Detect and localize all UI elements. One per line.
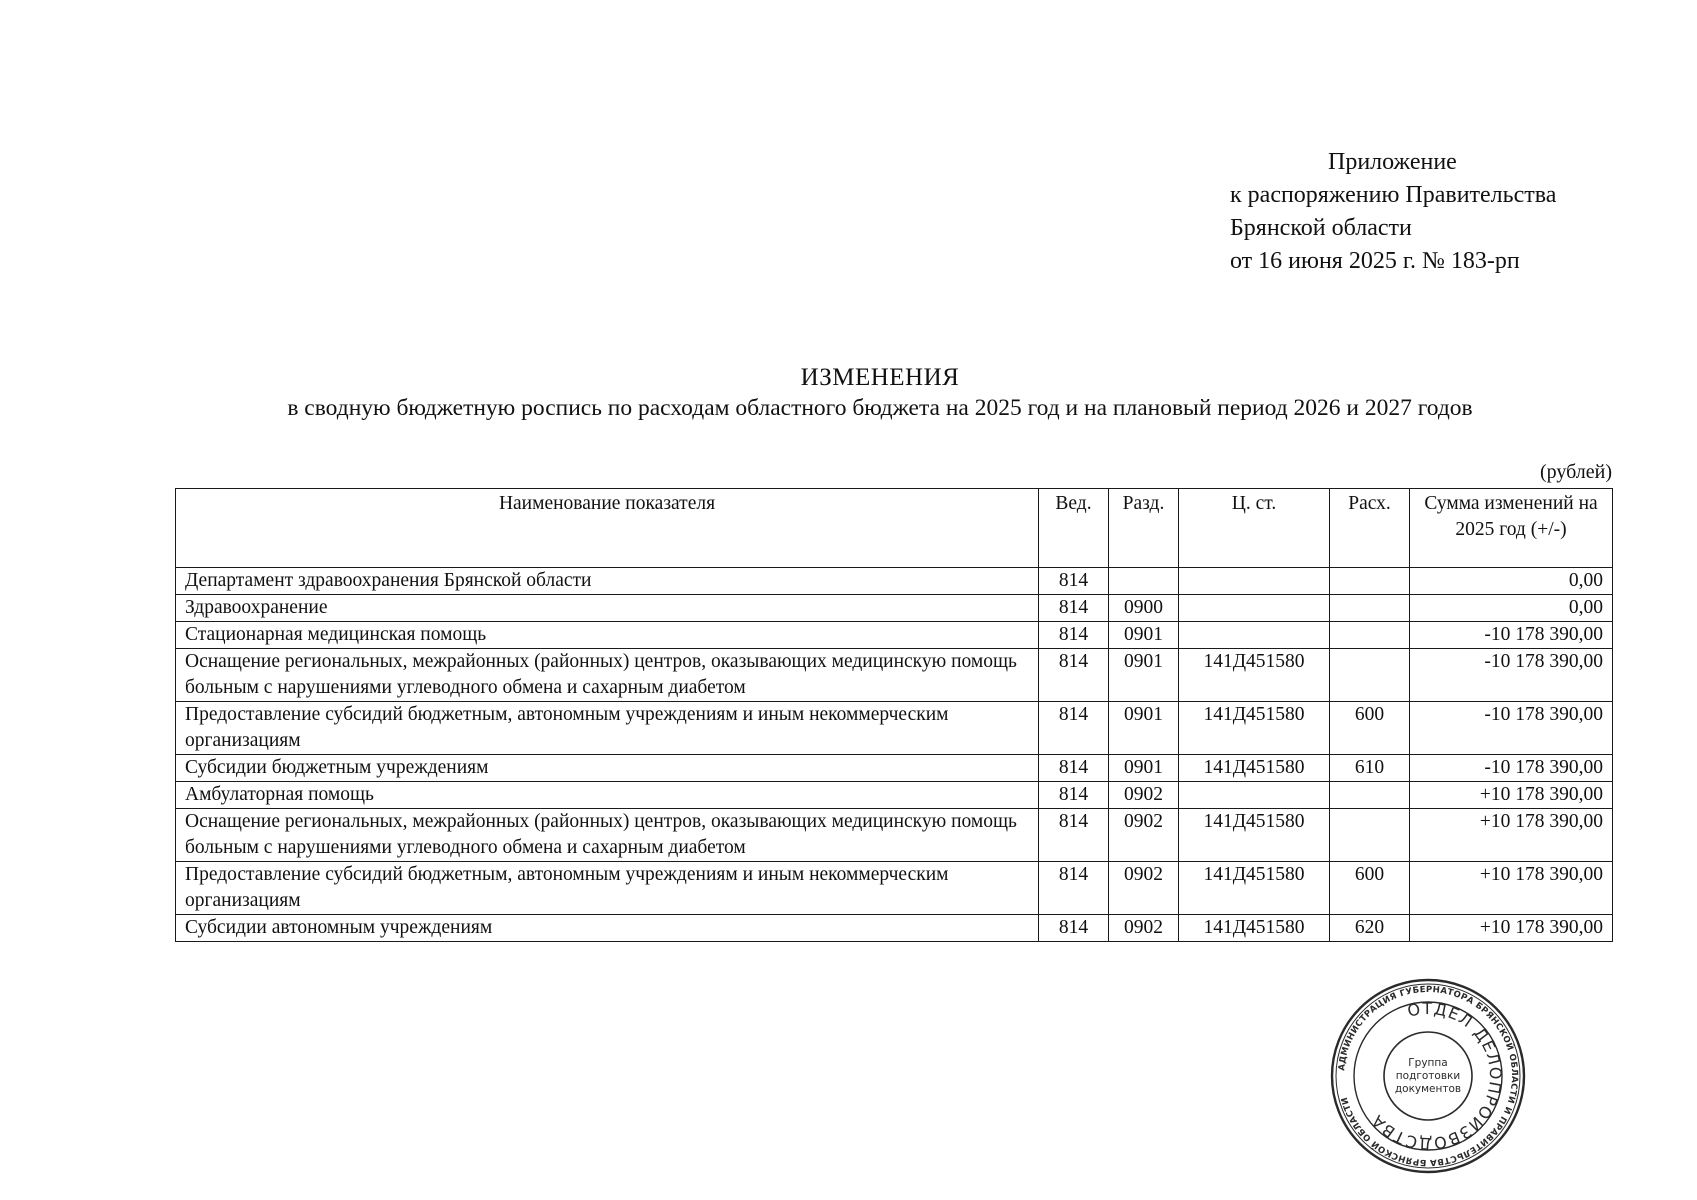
- budget-changes-table: [175, 488, 1613, 942]
- cell-sum: +10 178 390,00: [1410, 782, 1613, 809]
- cell-sum: 0,00: [1410, 568, 1613, 595]
- cell-sum: +10 178 390,00: [1410, 862, 1613, 915]
- cell-razd: 0901: [1109, 649, 1179, 702]
- cell-rash: 600: [1330, 862, 1410, 915]
- cell-name: Стационарная медицинская помощь: [176, 622, 1039, 649]
- cell-rash: [1330, 809, 1410, 862]
- cell-sum: 0,00: [1410, 595, 1613, 622]
- cell-ved: 814: [1039, 809, 1109, 862]
- cell-cst: [1179, 782, 1330, 809]
- cell-ved: 814: [1039, 862, 1109, 915]
- cell-cst: [1179, 622, 1330, 649]
- annex-line-1: Приложение: [1328, 149, 1457, 175]
- cell-razd: 0901: [1109, 622, 1179, 649]
- cell-sum: -10 178 390,00: [1410, 755, 1613, 782]
- cell-ved: 814: [1039, 702, 1109, 755]
- cell-name: Субсидии автономным учреждениям: [176, 915, 1039, 942]
- document-title: ИЗМЕНЕНИЯ: [800, 364, 960, 391]
- cell-rash: [1330, 649, 1410, 702]
- cell-cst: 141Д451580: [1179, 915, 1330, 942]
- header-razd: Разд.: [1109, 489, 1179, 568]
- header-sum: Сумма изменений на 2025 год (+/-): [1410, 489, 1613, 568]
- table-row: [176, 702, 1613, 755]
- cell-cst: 141Д451580: [1179, 702, 1330, 755]
- cell-sum: -10 178 390,00: [1410, 622, 1613, 649]
- table-row: [176, 862, 1613, 915]
- table-row: [176, 622, 1613, 649]
- official-stamp: [1330, 978, 1526, 1174]
- cell-ved: 814: [1039, 622, 1109, 649]
- cell-razd: 0902: [1109, 782, 1179, 809]
- cell-sum: -10 178 390,00: [1410, 649, 1613, 702]
- stamp-center-line-2: подготовки: [1395, 1070, 1461, 1082]
- cell-razd: 0902: [1109, 809, 1179, 862]
- cell-rash: 620: [1330, 915, 1410, 942]
- annex-block: [1230, 146, 1556, 278]
- header-cst: Ц. ст.: [1179, 489, 1330, 568]
- cell-rash: [1330, 595, 1410, 622]
- header-ved: Вед.: [1039, 489, 1109, 568]
- stamp-center-line-3: документов: [1394, 1083, 1462, 1095]
- document-heading: [170, 363, 1590, 423]
- table-row: [176, 782, 1613, 809]
- cell-rash: 600: [1330, 702, 1410, 755]
- cell-name: Оснащение региональных, межрайонных (районных) центров, оказывающих медицинскую помощь больным с нарушениями углеводного обмена и сахарным диабетом: [176, 809, 1039, 862]
- cell-ved: 814: [1039, 915, 1109, 942]
- cell-razd: [1109, 568, 1179, 595]
- cell-sum: +10 178 390,00: [1410, 915, 1613, 942]
- units-label: (рублей): [1539, 461, 1612, 483]
- cell-razd: 0901: [1109, 755, 1179, 782]
- cell-name: Субсидии бюджетным учреждениям: [176, 755, 1039, 782]
- annex-line-2: к распоряжению Правительства: [1230, 182, 1557, 208]
- stamp-middle-text: ОТДЕЛ ДЕЛОПРОИЗВОДСТВА: [1367, 998, 1506, 1154]
- table-row: [176, 755, 1613, 782]
- cell-rash: [1330, 568, 1410, 595]
- cell-cst: [1179, 595, 1330, 622]
- table-row: [176, 809, 1613, 862]
- cell-ved: 814: [1039, 595, 1109, 622]
- cell-razd: 0900: [1109, 595, 1179, 622]
- cell-ved: 814: [1039, 755, 1109, 782]
- cell-name: Здравоохранение: [176, 595, 1039, 622]
- cell-cst: 141Д451580: [1179, 862, 1330, 915]
- cell-cst: [1179, 568, 1330, 595]
- cell-cst: 141Д451580: [1179, 809, 1330, 862]
- cell-name: Оснащение региональных, межрайонных (районных) центров, оказывающих медицинскую помощь больным с нарушениями углеводного обмена и сахарным диабетом: [176, 649, 1039, 702]
- table-row: [176, 568, 1613, 595]
- cell-sum: +10 178 390,00: [1410, 809, 1613, 862]
- cell-razd: 0902: [1109, 915, 1179, 942]
- cell-name: Амбулаторная помощь: [176, 782, 1039, 809]
- table-header-row: [176, 489, 1613, 568]
- cell-ved: 814: [1039, 568, 1109, 595]
- cell-name: Предоставление субсидий бюджетным, автономным учреждениям и иным некоммерческим организациям: [176, 702, 1039, 755]
- cell-name: Департамент здравоохранения Брянской области: [176, 568, 1039, 595]
- document-subtitle: в сводную бюджетную роспись по расходам областного бюджета на 2025 год и на плановый период 2026 и 2027 годов: [287, 395, 1473, 421]
- header-name: Наименование показателя: [176, 489, 1039, 568]
- cell-cst: 141Д451580: [1179, 755, 1330, 782]
- cell-ved: 814: [1039, 649, 1109, 702]
- table-row: [176, 595, 1613, 622]
- annex-line-3: Брянской области: [1230, 215, 1412, 241]
- table-row: [176, 915, 1613, 942]
- table-body: [176, 568, 1613, 942]
- cell-ved: 814: [1039, 782, 1109, 809]
- cell-rash: [1330, 782, 1410, 809]
- annex-line-4: от 16 июня 2025 г. № 183-рп: [1230, 248, 1520, 274]
- stamp-outer-text: АДМИНИСТРАЦИЯ ГУБЕРНАТОРА БРЯНСКОЙ ОБЛАСТИ И ПРАВИТЕЛЬСТВА БРЯНСКОЙ ОБЛАСТИ: [1337, 984, 1520, 1168]
- cell-rash: 610: [1330, 755, 1410, 782]
- header-rash: Расх.: [1330, 489, 1410, 568]
- cell-cst: 141Д451580: [1179, 649, 1330, 702]
- cell-razd: 0901: [1109, 702, 1179, 755]
- table-row: [176, 649, 1613, 702]
- cell-name: Предоставление субсидий бюджетным, автономным учреждениям и иным некоммерческим организациям: [176, 862, 1039, 915]
- stamp-seal-graphic: [1330, 978, 1526, 1174]
- cell-rash: [1330, 622, 1410, 649]
- cell-sum: -10 178 390,00: [1410, 702, 1613, 755]
- stamp-center-line-1: Группа: [1408, 1057, 1448, 1069]
- cell-razd: 0902: [1109, 862, 1179, 915]
